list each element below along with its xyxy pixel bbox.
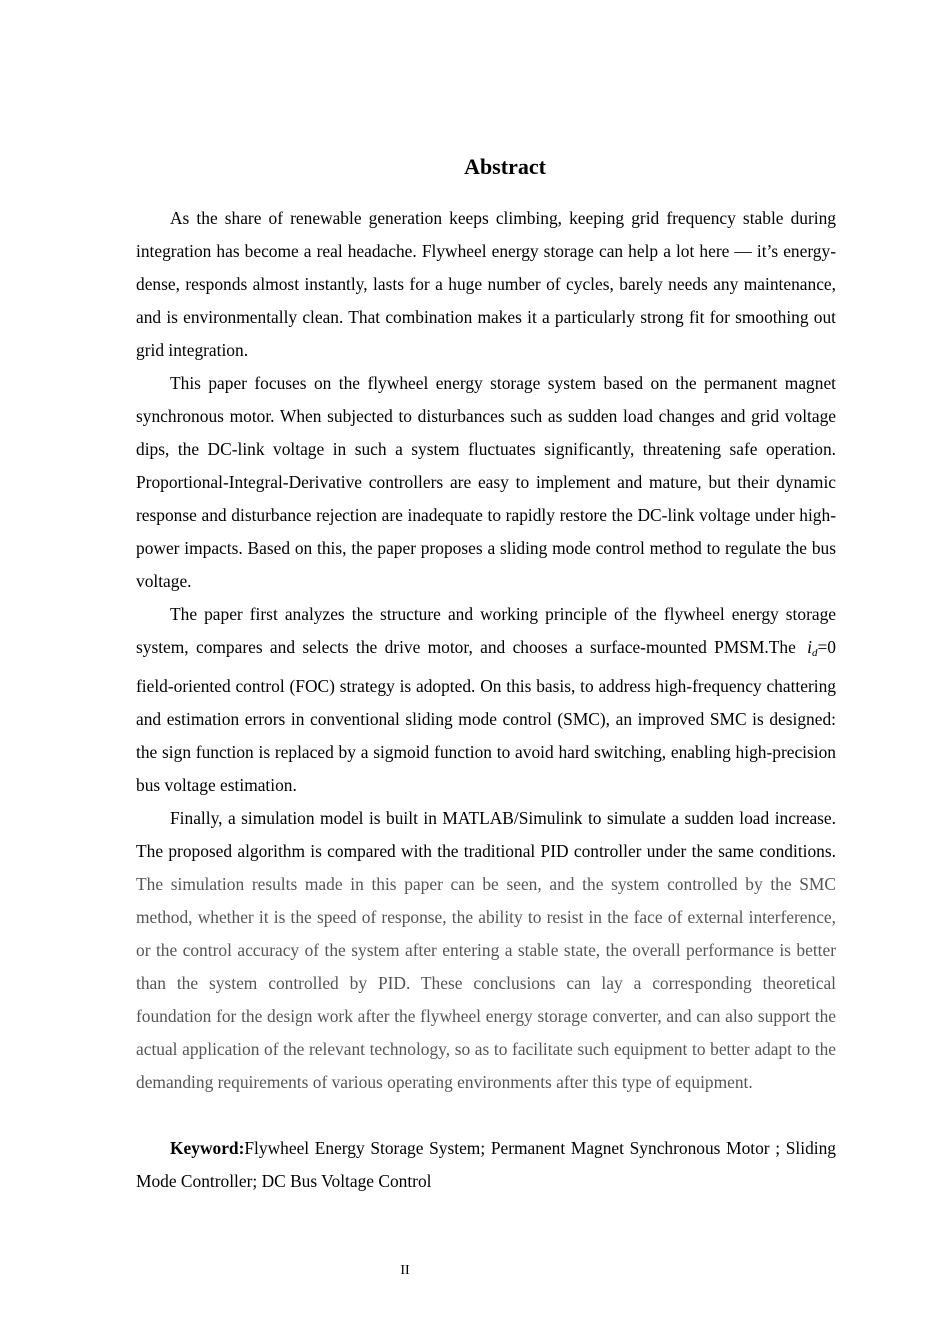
math-subscript: d	[811, 647, 818, 659]
paragraph-4-text-main: Finally, a simulation model is built in MATLAB/Simulink to simulate a sudden load increase. The proposed algorithm is compared with the traditional PID controller under the same conditions.	[136, 808, 836, 861]
paragraph-4-text-muted: The simulation results made in this paper can be seen, and the system controlled by the SMC method, whether it is the speed of response, the ability to resist in the face of external interference, or the control accuracy of the system after entering a stable state, the overall performance is better than the system controlled by PID. These conclusions can lay a corresponding theoretical foundation for the design work after the flywheel energy storage converter, and can also support the actual application of the relevant technology, so as to facilitate such equipment to better adapt to the demanding requirements of various operating environments after this type of equipment.	[136, 874, 836, 1092]
paragraph-3-text-after: =0 field-oriented control (FOC) strategy is adopted. On this basis, to address high-frequency chattering and estimation errors in conventional sliding mode control (SMC), an improved SMC is designed: the sign function is replaced by a sigmoid function to avoid hard switching, enabling high-precision bus voltage estimation.	[136, 637, 836, 795]
paragraph-3-text-before: The paper first analyzes the structure and working principle of the flywheel energy storage system, compares and selects the drive motor, and chooses a surface-mounted PMSM.The	[136, 604, 836, 657]
abstract-paragraph-1: As the share of renewable generation keeps climbing, keeping grid frequency stable during integration has become a real headache. Flywheel energy storage can help a lot here — it’s energy-dense, responds almost instantly, lasts for a huge number of cycles, barely needs any maintenance, and is environmentally clean. That combination makes it a particularly strong fit for smoothing out grid integration.	[136, 208, 836, 360]
keywords-line	[136, 1132, 836, 1198]
page-number: II	[400, 1263, 410, 1278]
abstract-paragraph-4	[136, 802, 836, 1099]
keywords-label: Keyword:	[170, 1138, 245, 1158]
math-variable-id	[807, 637, 817, 657]
abstract-paragraph-3	[136, 598, 836, 802]
page-title: Abstract	[464, 154, 546, 179]
keywords-text: Flywheel Energy Storage System; Permanent Magnet Synchronous Motor ; Sliding Mode Controller; DC Bus Voltage Control	[136, 1138, 836, 1191]
abstract-body	[136, 202, 836, 1198]
math-variable: i	[807, 637, 812, 657]
abstract-paragraph-2: This paper focuses on the flywheel energy storage system based on the permanent magnet synchronous motor. When subjected to disturbances such as sudden load changes and grid voltage dips, the DC-link voltage in such a system fluctuates significantly, threatening safe operation. Proportional-Integral-Derivative controllers are easy to implement and mature, but their dynamic response and disturbance rejection are inadequate to rapidly restore the DC-link voltage under high-power impacts. Based on this, the paper proposes a sliding mode control method to regulate the bus voltage.	[136, 373, 836, 591]
